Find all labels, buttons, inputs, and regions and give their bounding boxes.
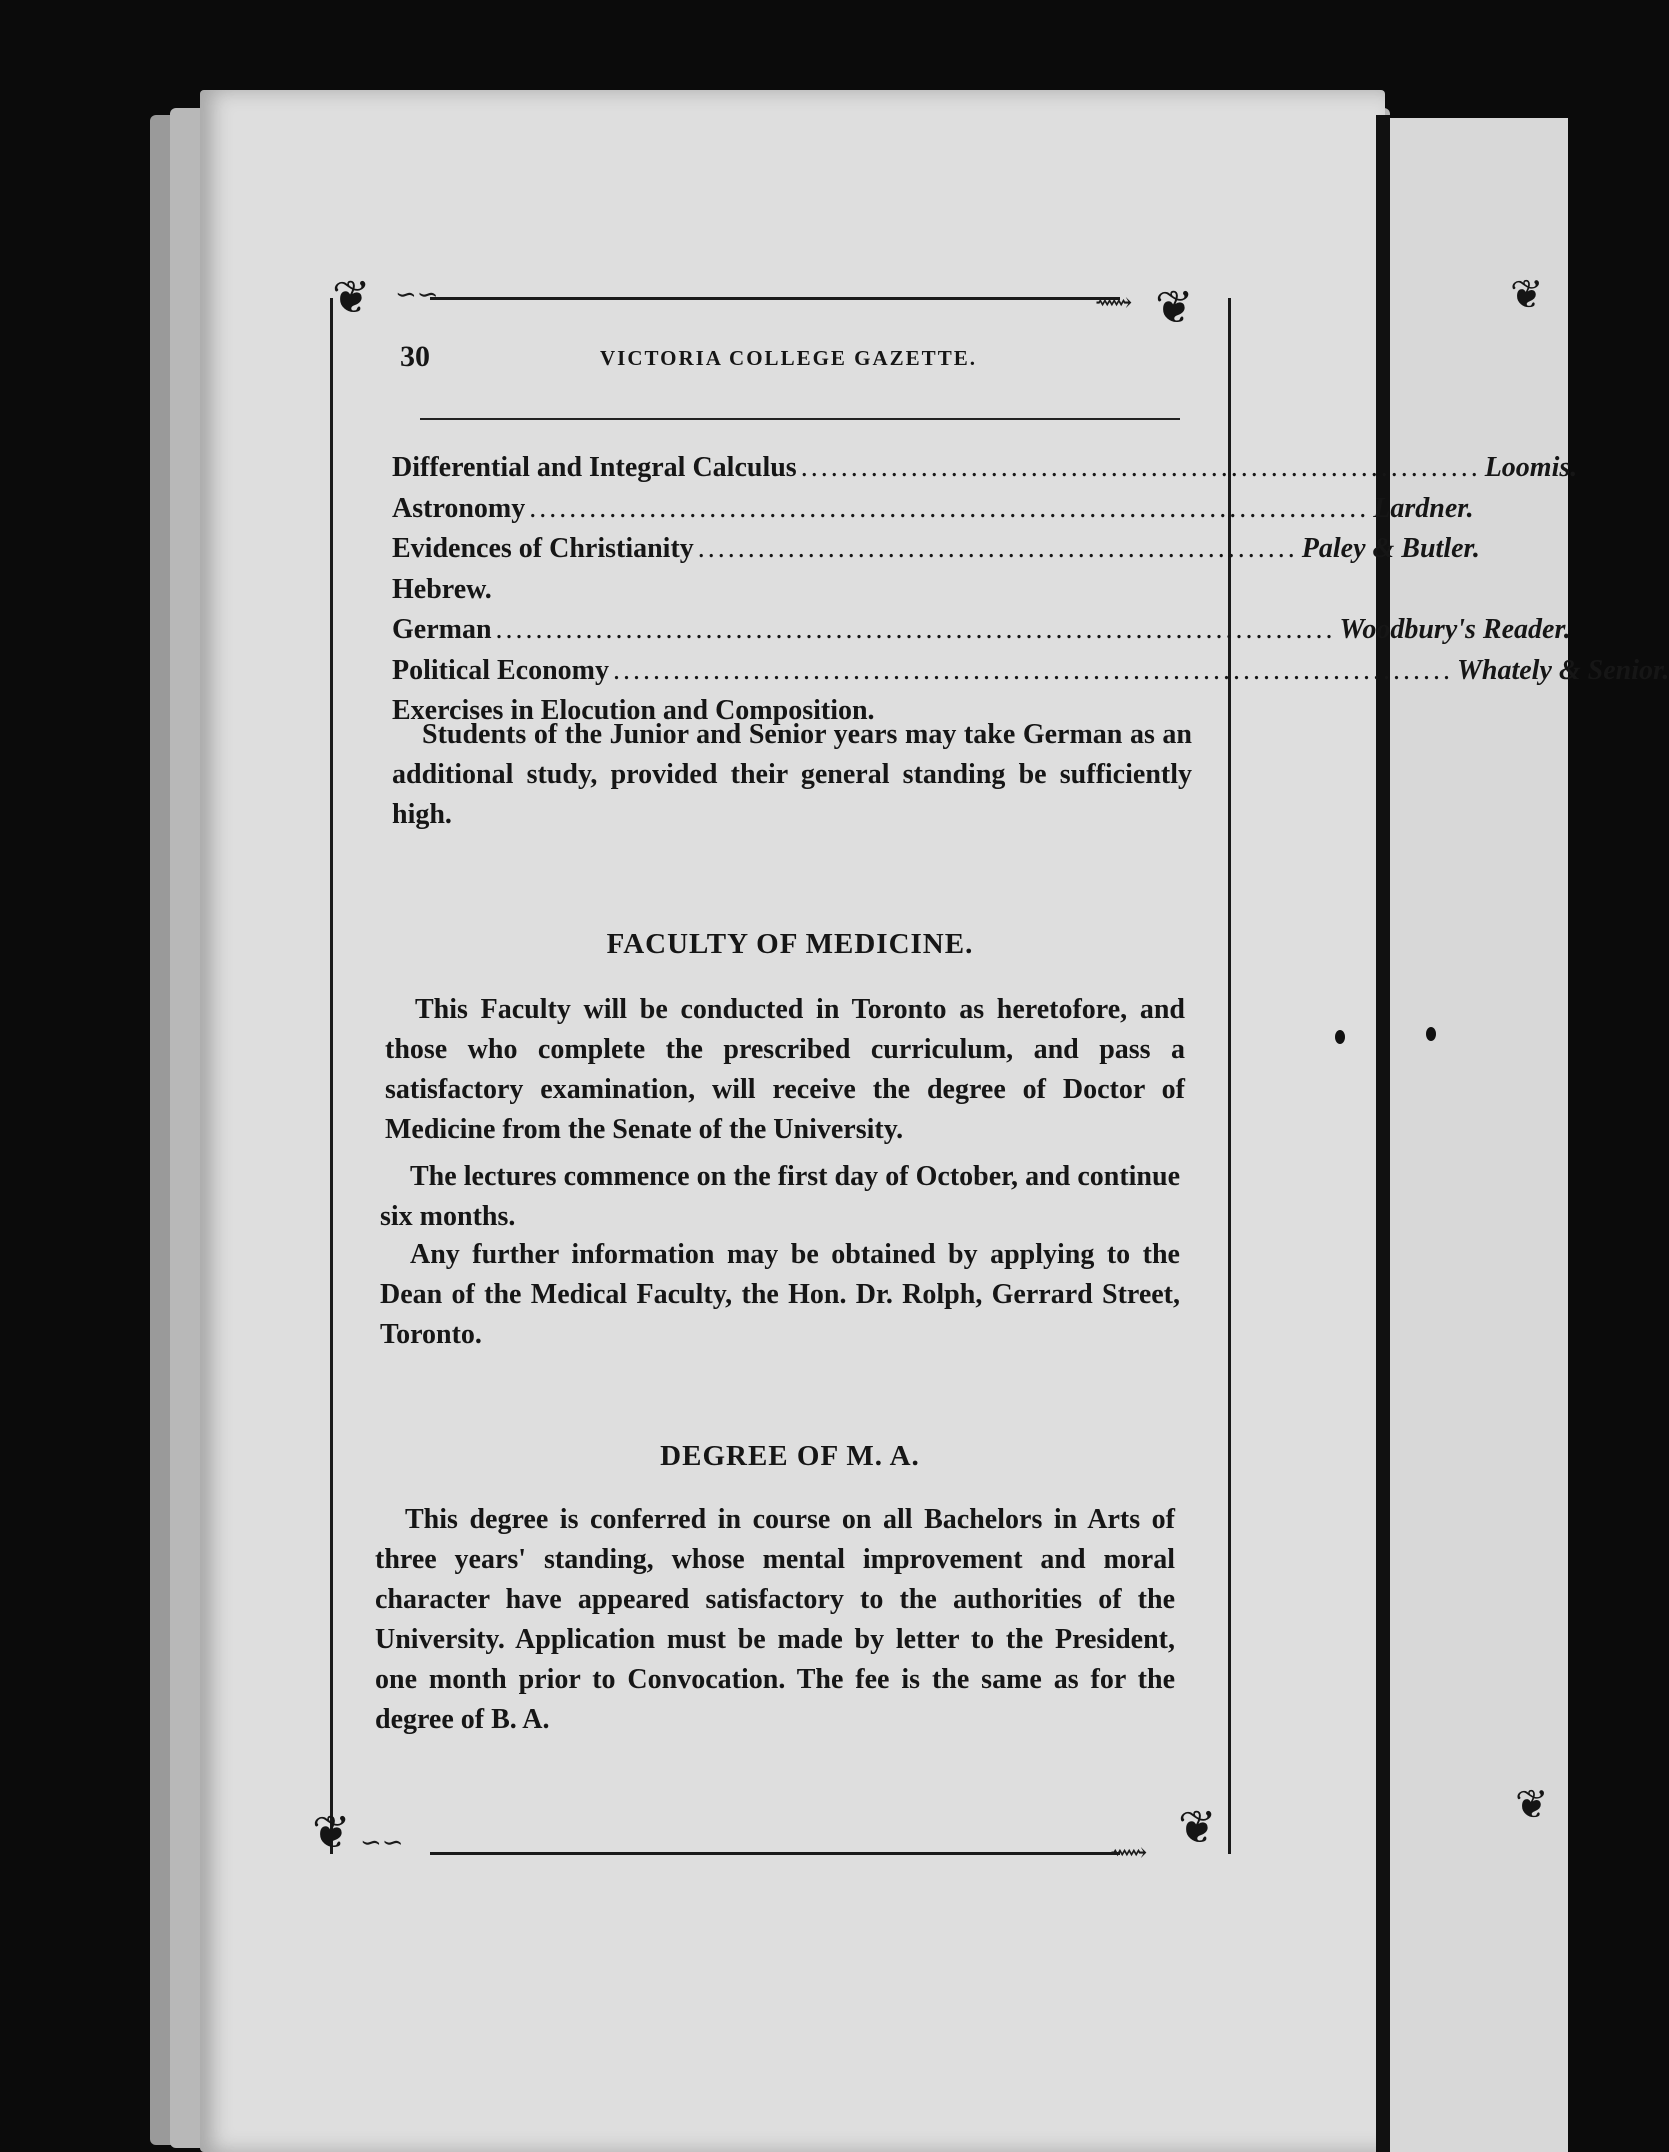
scroll-flourish-icon: ∽∽: [360, 1828, 404, 1857]
border-bottom-rule: [430, 1852, 1120, 1855]
course-name: German: [392, 614, 492, 645]
border-top-rule: [430, 297, 1120, 300]
ink-spot: [1426, 1027, 1436, 1041]
right-page-ornament-icon: ❦: [1510, 272, 1544, 317]
corner-ornament-top-left-icon: ❦: [332, 272, 371, 323]
course-name: Hebrew.: [392, 573, 492, 605]
list-item: [392, 610, 1571, 651]
course-list: [392, 448, 1669, 732]
course-author: Whately & Senior.: [1456, 654, 1669, 686]
course-name: Differential and Integral Calculus: [392, 452, 797, 483]
list-item: [392, 529, 1480, 570]
paragraph: This Faculty will be conducted in Toronto as heretofore, and those who complete the prescribed curriculum, and pass a satisfactory examination, will receive the degree of Doctor of Medicine from the Senate of the University.: [385, 994, 1185, 1145]
course-name: Exercises in Elocution and Composition.: [392, 695, 875, 726]
course-author: Loomis.: [1484, 452, 1578, 483]
leader-dots: ............................................................: [697, 533, 1298, 564]
header-rule: [420, 418, 1180, 420]
right-page-ornament-icon: ❦: [1515, 1782, 1549, 1827]
book-gutter: [1376, 115, 1390, 2152]
corner-ornament-bottom-right-icon: ❦: [1178, 1802, 1217, 1853]
list-item: [392, 489, 1474, 530]
running-head: [400, 340, 1190, 380]
german-note: Students of the Junior and Senior years may take German as an additional study, provided their general standing be sufficiently high.: [392, 719, 1192, 830]
course-name: Political Economy: [392, 654, 609, 686]
course-name: Evidences of Christianity: [392, 533, 694, 564]
course-author: Woodbury's Reader.: [1339, 614, 1571, 645]
list-item: [392, 570, 1192, 611]
corner-ornament-bottom-left-icon: ❦: [312, 1807, 351, 1858]
ink-spot: [1335, 1030, 1345, 1044]
paragraph: This degree is conferred in course on all Bachelors in Arts of three years' standing, whose mental improvement and moral character have appeared satisfactory to the authorities of the University. Application must be made by letter to the President, one month prior to Convocation. The fee is the same as for the degree of B. A.: [375, 1504, 1175, 1735]
section-heading-medicine: FACULTY OF MEDICINE.: [606, 928, 974, 960]
leader-dots: ....................................................................................: [529, 492, 1370, 524]
scroll-flourish-icon: ⟿: [1110, 1838, 1148, 1867]
course-author: Paley & Butler.: [1301, 533, 1480, 564]
running-title: VICTORIA COLLEGE GAZETTE.: [600, 346, 977, 370]
corner-ornament-top-right-icon: ❦: [1155, 282, 1194, 333]
page-number: 30: [400, 340, 430, 373]
course-author: Lardner.: [1373, 492, 1474, 524]
course-name: Astronomy: [392, 492, 526, 524]
scroll-flourish-icon: ∽∽: [395, 280, 439, 309]
paragraph: The lectures commence on the first day of October, and continue six months.: [380, 1161, 1180, 1232]
section-heading-ma: DEGREE OF M. A.: [660, 1440, 920, 1472]
list-item: [392, 448, 1578, 489]
list-item: [392, 651, 1669, 692]
paragraph: Any further information may be obtained by applying to the Dean of the Medical Faculty, the Hon. Dr. Rolph, Gerrard Street, Toronto.: [380, 1239, 1180, 1350]
scroll-flourish-icon: ⟿: [1095, 288, 1133, 317]
leader-dots: ....................................................................: [800, 452, 1481, 483]
right-page-fragment: [1380, 118, 1568, 2152]
leader-dots: ....................................................................................: [612, 654, 1453, 686]
leader-dots: ....................................................................................: [495, 614, 1336, 645]
